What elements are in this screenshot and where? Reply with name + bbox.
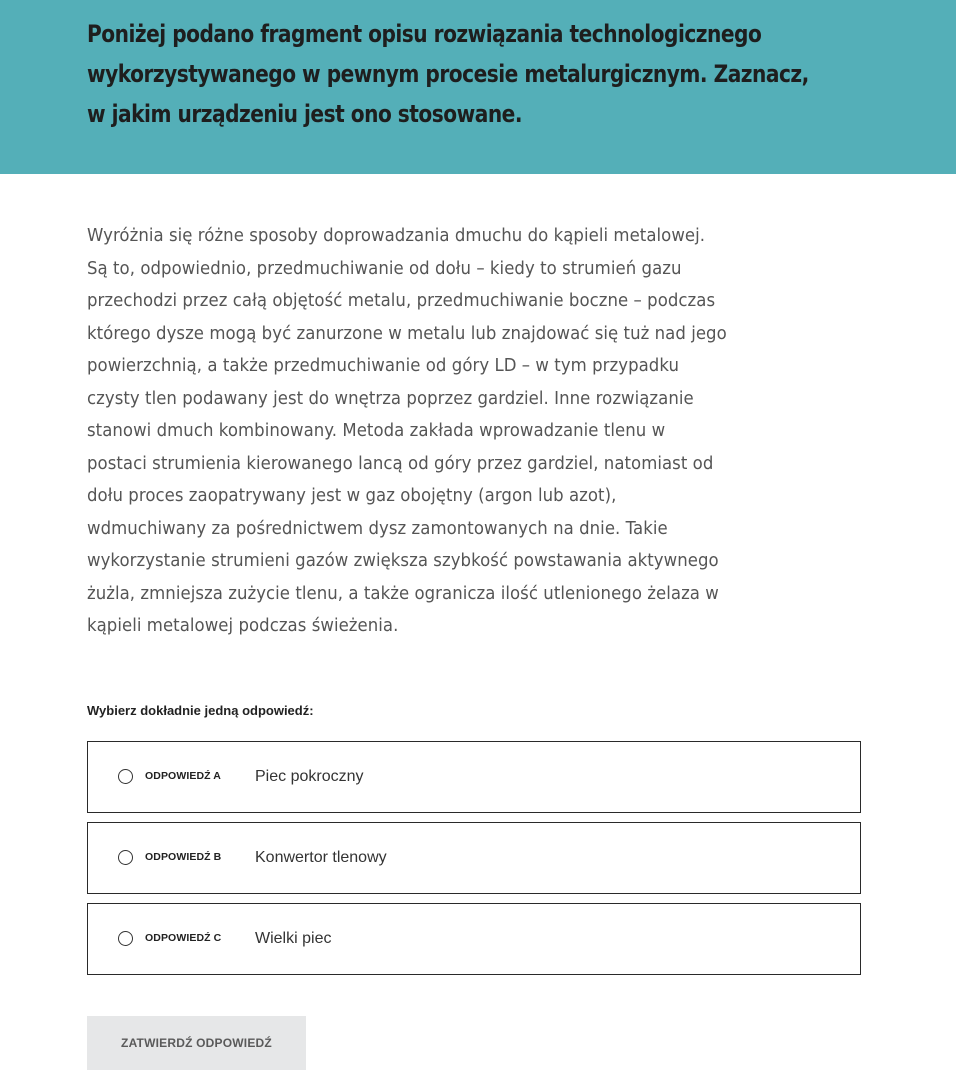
answer-option-b-label: ODPOWIEDŹ B <box>145 851 222 863</box>
answer-instruction: Wybierz dokładnie jedną odpowiedź: <box>87 703 314 718</box>
passage-line: powierzchnią, a także przedmuchiwanie od góry LD – w tym przypadku <box>87 356 680 376</box>
answer-option-a-text: Piec pokroczny <box>255 768 364 785</box>
passage-line: wdmuchiwany za pośrednictwem dysz zamontowanych na dnie. Takie <box>87 518 668 539</box>
radio-button-a[interactable] <box>118 769 133 784</box>
passage-line: którego dysze mogą być zanurzone w metalu lub znajdować się tuż nad jego <box>87 323 727 344</box>
passage-line: dołu proces zaopatrywany jest w gaz obojętny (argon lub azot), <box>87 486 617 506</box>
answer-option-c[interactable] <box>87 903 861 975</box>
submit-answer-button[interactable]: ZATWIERDŹ ODPOWIEDŹ <box>87 1016 306 1070</box>
answer-option-a[interactable] <box>87 741 861 813</box>
question-title-line: w jakim urządzeniu jest ono stosowane. <box>87 100 523 128</box>
answer-option-b-text: Konwertor tlenowy <box>255 849 387 866</box>
answer-option-a-label: ODPOWIEDŹ A <box>145 770 221 782</box>
radio-button-b[interactable] <box>118 850 133 865</box>
passage-line: kąpieli metalowej podczas świeżenia. <box>87 616 399 636</box>
question-header <box>0 0 956 174</box>
passage-line: postaci strumienia kierowanego lancą od góry przez gardziel, natomiast od <box>87 453 714 474</box>
question-title <box>87 14 809 134</box>
passage-line: żużla, zmniejsza zużycie tlenu, a także ogranicza ilość utlenionego żelaza w <box>87 583 719 604</box>
passage-line: przechodzi przez całą objętość metalu, przedmuchiwanie boczne – podczas <box>87 291 716 311</box>
radio-button-c[interactable] <box>118 931 133 946</box>
source-passage <box>87 220 739 643</box>
answer-option-c-label: ODPOWIEDŹ C <box>145 932 222 944</box>
passage-line: Wyróżnia się różne sposoby doprowadzania dmuchu do kąpieli metalowej. <box>87 226 706 246</box>
passage-line: wykorzystanie strumieni gazów zwiększa szybkość powstawania aktywnego <box>87 551 719 571</box>
question-title-line: wykorzystywanego w pewnym procesie metalurgicznym. Zaznacz, <box>87 60 809 88</box>
passage-line: Są to, odpowiednio, przedmuchiwanie od dołu – kiedy to strumień gazu <box>87 258 682 279</box>
passage-line: stanowi dmuch kombinowany. Metoda zakłada wprowadzanie tlenu w <box>87 421 666 441</box>
question-title-line: Poniżej podano fragment opisu rozwiązania technologicznego <box>87 20 762 48</box>
answer-option-b[interactable] <box>87 822 861 894</box>
passage-line: czysty tlen podawany jest do wnętrza poprzez gardziel. Inne rozwiązanie <box>87 388 694 409</box>
answer-option-c-text: Wielki piec <box>255 930 332 947</box>
